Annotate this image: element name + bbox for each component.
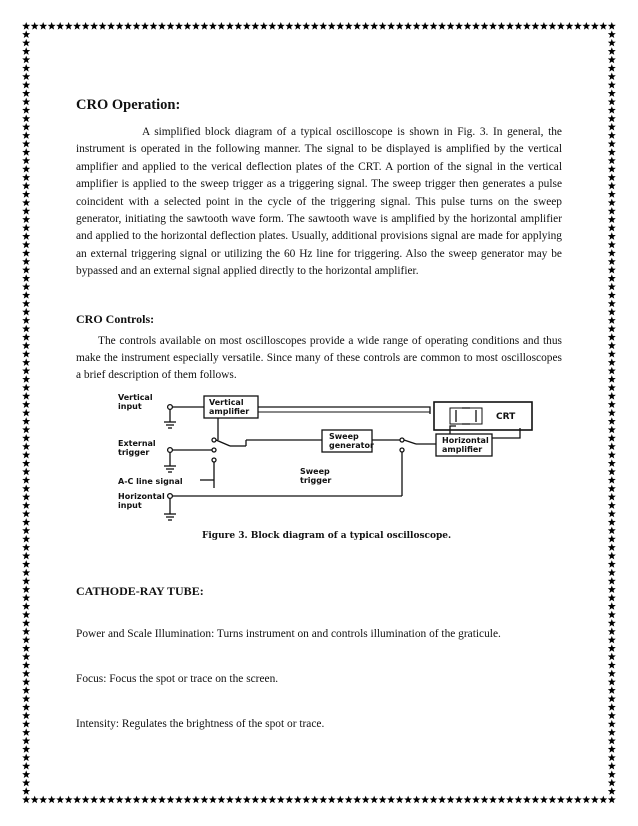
horizontal-switch-contact-2: [400, 448, 404, 452]
trigger-switch-contact-3: [212, 458, 216, 462]
sweep-trigger-label-1: Sweep: [300, 467, 330, 476]
sweep-trigger-label-2: trigger: [300, 476, 332, 485]
cro-controls-paragraph: The controls available on most oscilloscopes provide a wide range of operating conditions and thus make the instrument especially versatile. Since many of these controls are common to most oscilloscopes a brief description of them follows.: [76, 334, 562, 382]
label-vertical-input-2: input: [118, 402, 142, 411]
label-horizontal-input-2: input: [118, 501, 142, 510]
horizontal-input-terminal: [168, 494, 173, 499]
vertical-input-terminal: [168, 405, 173, 410]
vertical-amplifier-label-1: Vertical: [209, 398, 244, 407]
crt-box: [434, 402, 532, 430]
cro-controls-heading: CRO Controls:: [76, 311, 155, 326]
label-ac-line-signal: A-C line signal: [118, 477, 183, 486]
label-external-trigger-2: trigger: [118, 448, 150, 457]
horizontal-amplifier-label-1: Horizontal: [442, 436, 489, 445]
intensity-item: Intensity: Regulates the brightness of the spot or trace.: [76, 718, 325, 730]
external-trigger-terminal: [168, 448, 173, 453]
label-horizontal-input-1: Horizontal: [118, 492, 165, 501]
main-content: [76, 96, 562, 385]
cathode-ray-tube-heading: CATHODE-RAY TUBE:: [76, 584, 204, 598]
label-external-trigger-1: External: [118, 439, 156, 448]
figure-caption: Figure 3. Block diagram of a typical oscilloscope.: [202, 531, 452, 541]
vertical-amplifier-label-2: amplifier: [209, 407, 250, 416]
label-vertical-input-1: Vertical: [118, 393, 153, 402]
horizontal-amplifier-label-2: amplifier: [442, 445, 483, 454]
trigger-switch-contact-1: [212, 438, 216, 442]
block-diagram-figure: [100, 388, 540, 548]
crt-label: CRT: [496, 412, 516, 422]
horizontal-switch-contact-1: [400, 438, 404, 442]
trigger-switch-contact-2: [212, 448, 216, 452]
cro-operation-paragraph: A simplified block diagram of a typical oscilloscope is shown in Fig. 3. In general, the instrument is operated in the following manner. The signal to be displayed is amplified by the vertical amplifier and applied to the verical deflection plates of the CRT. A portion of the signal in the vertical amplifier is applied to the sweep trigger as a triggering signal. The sweep trigger then generates a pulse coincident with a selected point in the cycle of the triggering signal. This pulse turns on the sweep generator, initiating the sawtooth wave form. The sawtooth wave is amplified by the horizontal amplifier and applied to the horizontal deflection plates. Usually, additional provisions signal are made for applying an external triggering signal or utilizing the 60 Hz line for triggering. Also the sweep generator may be bypassed and an external signal applied directly to the horizontal amplifier.: [76, 126, 562, 278]
focus-item: Focus: Focus the spot or trace on the screen.: [76, 673, 279, 685]
sweep-generator-label-1: Sweep: [329, 432, 359, 441]
power-and-scale-illumination-item: Power and Scale Illumination: Turns instrument on and controls illumination of the graticule.: [76, 628, 501, 640]
sweep-generator-label-2: generator: [329, 441, 374, 450]
cro-operation-heading: CRO Operation:: [76, 97, 181, 113]
